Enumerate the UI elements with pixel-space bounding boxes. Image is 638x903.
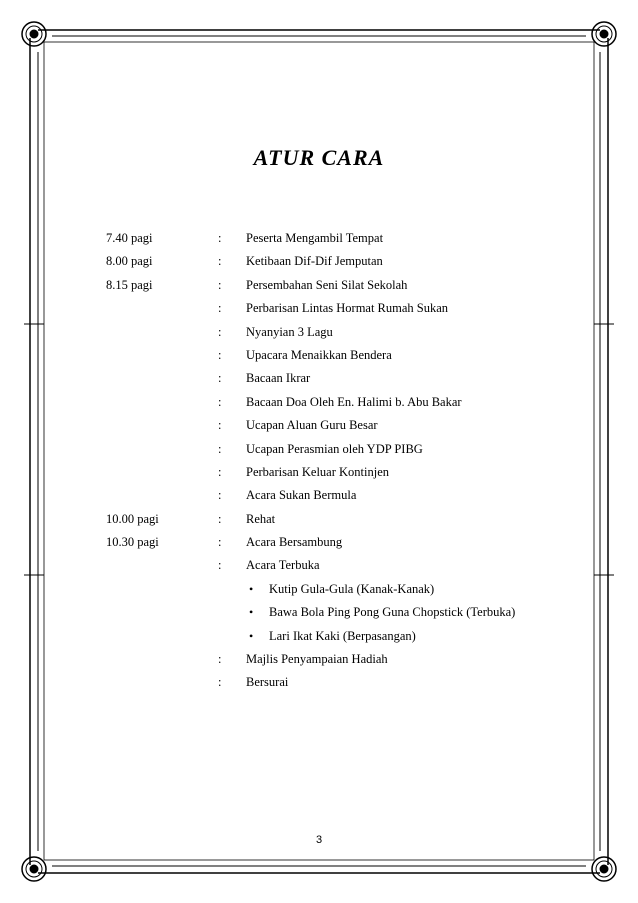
schedule-colon: : bbox=[218, 277, 222, 292]
schedule-colon: : bbox=[218, 418, 222, 433]
schedule-desc: Bacaan Doa Oleh En. Halimi b. Abu Bakar bbox=[246, 394, 462, 409]
schedule-colon: : bbox=[218, 535, 222, 550]
corner-ornament-bottom-right bbox=[592, 857, 616, 881]
schedule-desc: Acara Bersambung bbox=[246, 535, 343, 550]
schedule-colon: : bbox=[218, 394, 222, 409]
schedule-row bbox=[106, 672, 586, 695]
schedule-row bbox=[106, 228, 586, 251]
open-event-item bbox=[106, 626, 586, 649]
schedule-colon: : bbox=[218, 675, 222, 690]
corner-ornament-bottom-left bbox=[22, 857, 46, 881]
schedule-row bbox=[106, 368, 586, 391]
schedule-colon: : bbox=[218, 324, 222, 339]
schedule-desc: Ucapan Perasmian oleh YDP PIBG bbox=[246, 441, 423, 456]
schedule-desc: Acara Terbuka bbox=[246, 558, 320, 573]
schedule-colon: : bbox=[218, 488, 222, 503]
schedule-desc: Acara Sukan Bermula bbox=[246, 488, 357, 503]
open-event-label: Kutip Gula-Gula (Kanak-Kanak) bbox=[269, 581, 435, 596]
schedule-row bbox=[106, 322, 586, 345]
schedule-row bbox=[106, 298, 586, 321]
schedule-desc: Rehat bbox=[246, 511, 276, 526]
bullet-icon: • bbox=[249, 628, 254, 643]
schedule-desc: Upacara Menaikkan Bendera bbox=[246, 347, 392, 362]
schedule-row bbox=[106, 485, 586, 508]
schedule-desc: Perbarisan Lintas Hormat Rumah Sukan bbox=[246, 301, 449, 316]
schedule-colon: : bbox=[218, 231, 222, 245]
schedule-time: 10.00 pagi bbox=[106, 511, 159, 526]
schedule-desc: Bacaan Ikrar bbox=[246, 371, 311, 386]
bullet-icon: • bbox=[249, 581, 254, 596]
bullet-icon: • bbox=[249, 605, 254, 620]
schedule-colon: : bbox=[218, 347, 222, 362]
open-event-item bbox=[106, 602, 586, 625]
page-title: ATUR CARA bbox=[253, 145, 385, 170]
schedule-time: 8.15 pagi bbox=[106, 277, 153, 292]
schedule-row bbox=[106, 462, 586, 485]
schedule-colon: : bbox=[218, 441, 222, 456]
schedule-colon: : bbox=[218, 511, 222, 526]
schedule-row bbox=[106, 345, 586, 368]
schedule-row bbox=[106, 649, 586, 672]
schedule-colon: : bbox=[218, 558, 222, 573]
schedule-row bbox=[106, 439, 586, 462]
schedule-desc: Nyanyian 3 Lagu bbox=[246, 324, 333, 339]
schedule-row bbox=[106, 392, 586, 415]
schedule-desc: Perbarisan Keluar Kontinjen bbox=[246, 464, 390, 479]
schedule-time: 7.40 pagi bbox=[106, 231, 153, 245]
schedule-row bbox=[106, 509, 586, 532]
schedule-row bbox=[106, 415, 586, 438]
schedule-time: 8.00 pagi bbox=[106, 254, 153, 269]
schedule-row bbox=[106, 555, 586, 578]
schedule-colon: : bbox=[218, 464, 222, 479]
schedule-row bbox=[106, 251, 586, 274]
schedule-desc: Majlis Penyampaian Hadiah bbox=[246, 652, 388, 667]
schedule-desc: Persembahan Seni Silat Sekolah bbox=[246, 277, 408, 292]
schedule-colon: : bbox=[218, 254, 222, 269]
open-event-item bbox=[106, 579, 586, 602]
corner-ornament-top-left bbox=[22, 22, 46, 46]
schedule-desc: Bersurai bbox=[246, 675, 289, 690]
corner-ornament-top-right bbox=[592, 22, 616, 46]
schedule-row bbox=[106, 275, 586, 298]
page-number: 3 bbox=[315, 834, 323, 846]
schedule-colon: : bbox=[218, 301, 222, 316]
schedule-colon: : bbox=[218, 371, 222, 386]
schedule-desc: Peserta Mengambil Tempat bbox=[246, 231, 384, 245]
schedule-desc: Ketibaan Dif-Dif Jemputan bbox=[246, 254, 383, 269]
schedule-time: 10.30 pagi bbox=[106, 535, 159, 550]
open-event-label: Bawa Bola Ping Pong Guna Chopstick (Terbuka) bbox=[269, 605, 516, 620]
schedule-desc: Ucapan Aluan Guru Besar bbox=[246, 418, 378, 433]
open-event-label: Lari Ikat Kaki (Berpasangan) bbox=[269, 628, 416, 643]
schedule-colon: : bbox=[218, 652, 222, 667]
schedule-list bbox=[106, 228, 586, 696]
schedule-row bbox=[106, 532, 586, 555]
